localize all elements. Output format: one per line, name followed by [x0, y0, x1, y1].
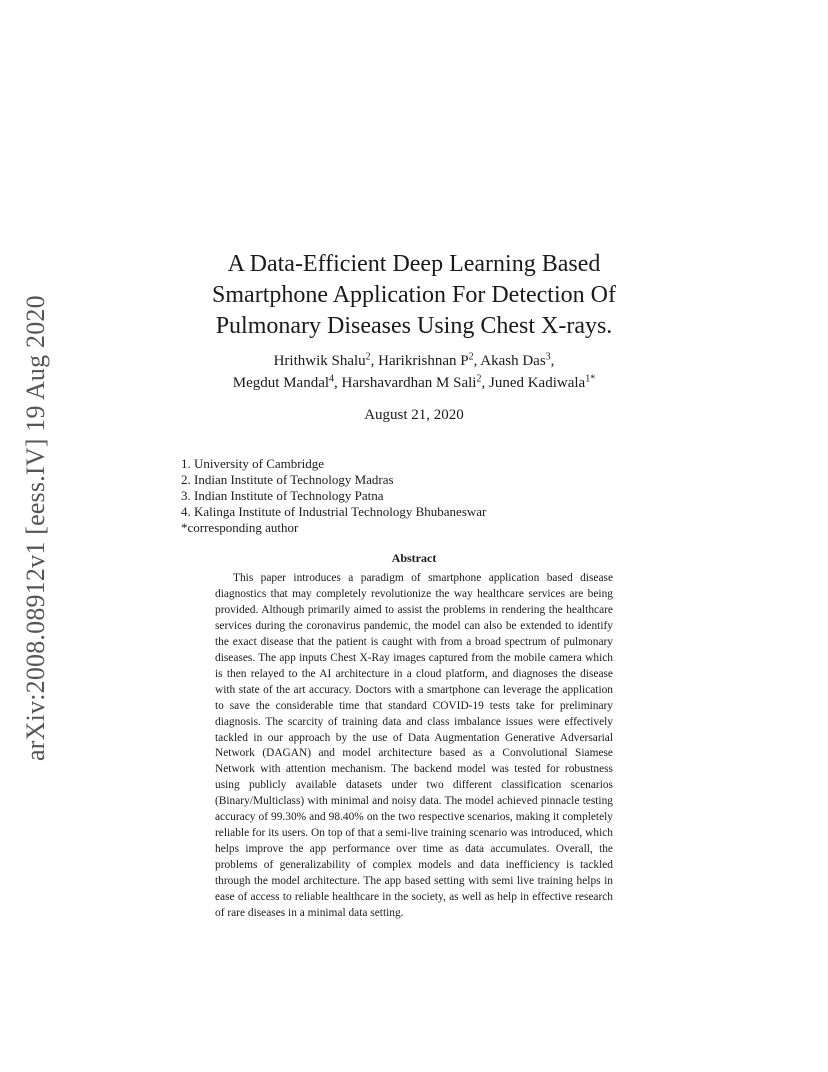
arxiv-identifier[interactable]: arXiv:2008.08912v1 [eess.IV] 19 Aug 2020 [21, 295, 50, 761]
author: Juned Kadiwala$^{1*}$ [488, 373, 596, 391]
affiliation-mark: 3 [545, 351, 551, 363]
affiliation-mark: 2 [476, 373, 482, 385]
author: Harshavardhan M Sali$^2$ [341, 373, 482, 391]
author-line: Megdut Mandal$^4$, Harshavardhan M Sali$^2$, Juned Kadiwala$^{1*}$ [232, 373, 596, 391]
paper-date: August 21, 2020 [364, 407, 464, 423]
affiliation-item: 4. Kalinga Institute of Industrial Technology Bhubaneswar [181, 504, 487, 519]
abstract-text: This paper introduces a paradigm of smartphone application based disease diagnostics that may completely revolutionize the way healthcare services are being provided. Although primarily aimed to assist the problems in rendering the healthcare services during the coronavirus pandemic, the model can also be extended to identify the exact disease that the patient is caught with from a broad spectrum of pulmonary diseases. The app inputs Chest X-Ray images captured from the mobile camera which is then relayed to the AI architecture in a cloud platform, and diagnoses the disease with state of the art accuracy. Doctors with a smartphone can leverage the application to save the considerable time that standard COVID-19 tests take for preliminary diagnosis. The scarcity of training data and class imbalance issues were effectively tackled in our approach by the use of Data Augmentation Generative Adversarial Network (DAGAN) and model architecture based as a Convolutional Siamese Network with attention mechanism. The backend model was tested for robustness using publicly available datasets under two different classification scenarios (Binary/Multiclass) with minimal and noisy data. The model achieved pinnacle testing accuracy of 99.30% and 98.40% on the two respective scenarios, making it completely reliable for its users. On top of that a semi-live training scenario was introduced, which helps improve the app performance over time as data accumulates. Overall, the problems of generalizability of complex models and data inefficiency is tackled through the model architecture. The app based setting with semi live training helps in ease of access to reliable healthcare in the society, as well as help in effective research of rare diseases in a minimal data setting. [215, 572, 613, 920]
affiliation-mark: 2 [468, 351, 474, 363]
title-line: A Data-Efficient Deep Learning Based [227, 251, 601, 277]
author-list [150, 350, 678, 394]
author-line: Hrithwik Shalu$^2$, Harikrishnan $P^2$, Akash Das$^3$, [273, 351, 555, 369]
affiliation-mark: 1* [585, 373, 596, 385]
author: Harikrishnan $P^2$ [378, 351, 474, 369]
paper-title [150, 249, 678, 342]
affiliation-mark: 2 [365, 351, 371, 363]
author: Akash Das$^3$ [480, 351, 551, 369]
title-line: Smartphone Application For Detection Of [212, 282, 616, 308]
author: Hrithwik Shalu$^2$ [273, 351, 371, 369]
affiliation-item: 1. University of Cambridge [181, 456, 324, 471]
author: Megdut Mandal$^4$ [232, 373, 335, 391]
affiliation-list [181, 456, 486, 536]
abstract-heading: Abstract [391, 551, 437, 565]
corresponding-author-note: *corresponding author [181, 520, 299, 535]
title-line: Pulmonary Diseases Using Chest X-rays. [215, 313, 613, 339]
affiliation-mark: 4 [329, 373, 335, 385]
affiliation-item: 2. Indian Institute of Technology Madras [181, 472, 394, 487]
affiliation-item: 3. Indian Institute of Technology Patna [181, 488, 384, 503]
